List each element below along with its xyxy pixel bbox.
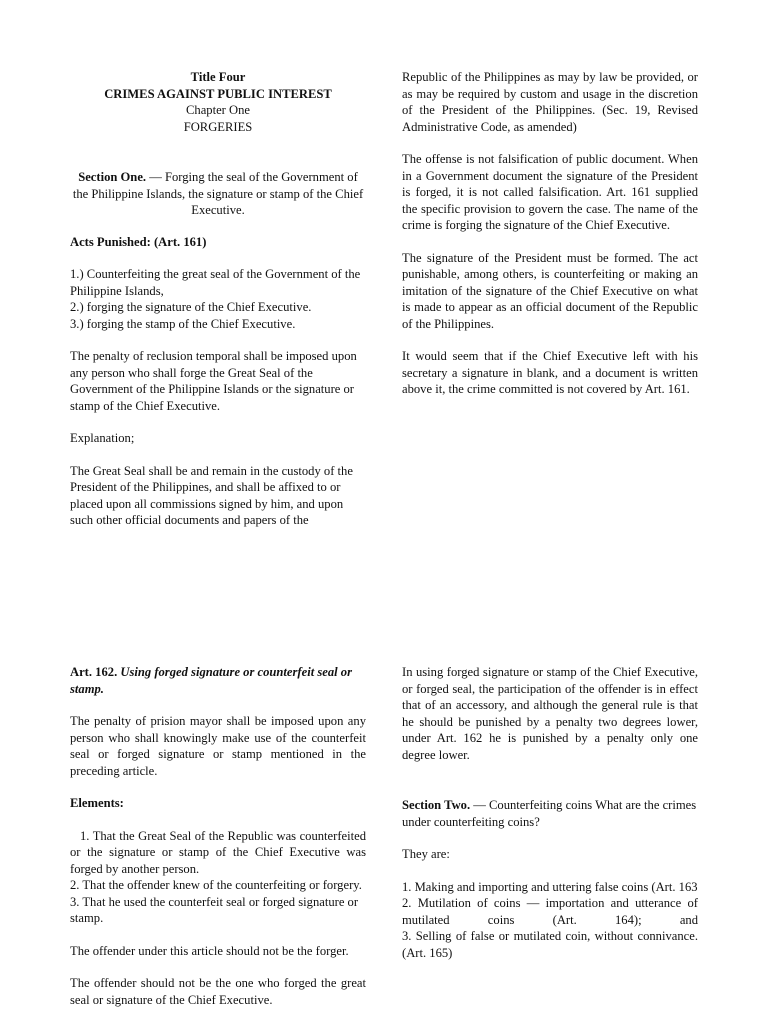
title-block (70, 69, 366, 135)
art162-penalty: The penalty of prision mayor shall be imposed upon any person who shall knowingly make use of the counterfeit seal or forged signature or stamp mentioned in the preceding article. (70, 714, 366, 778)
paragraph: It would seem that if the Chief Executive left with his secretary a signature in blank, and a document is written above it, the crime committed is not covered by Art. 161. (402, 349, 698, 396)
penalty-paragraph: The penalty of reclusion temporal shall be imposed upon any person who shall forge the Great Seal of the Government of the Philippine Islands or the signature or stamp of the Chief Executive. (70, 349, 357, 413)
art162-label: Art. 162. (70, 665, 118, 679)
section-two (402, 797, 698, 830)
offender-note: The offender under this article should not be the forger. (70, 943, 349, 958)
offender-note-2: The offender should not be the one who forged the great seal or signature of the Chief Executive. (70, 976, 366, 1007)
list-item: 2.) forging the signature of the Chief Executive. (70, 300, 312, 314)
great-seal-paragraph: The Great Seal shall be and remain in the custody of the President of the Philippines, and shall be affixed to or placed upon all commissions signed by him, and upon such other official documents and papers of the (70, 463, 353, 527)
title-line: FORGERIES (183, 119, 253, 134)
list-item: 3. Selling of false or mutilated coin, without connivance. (Art. 165) (402, 929, 698, 960)
paragraph: The offense is not falsification of public document. When in a Government document the signature of the President is forged, it is not called falsification. Art. 161 supplied the specific provision to govern the case. The name of the crime is forging the signature of the Chief Executive. (402, 152, 698, 232)
section-one-text: — Forging the seal of the Government of the Philippine Islands, the signature or stamp of the Chief Executive. (72, 170, 364, 217)
list-item: 2. That the offender knew of the counterfeiting or forgery. (70, 878, 362, 892)
art162-heading (70, 664, 366, 697)
title-line: CRIMES AGAINST PUBLIC INTEREST (104, 86, 332, 101)
top-left-column (70, 69, 366, 545)
list-item: 1.) Counterfeiting the great seal of the Government of the Philippine Islands, (70, 267, 361, 298)
bottom-right-column (402, 664, 698, 961)
section-two-text: — Counterfeiting coins What are the crimes under counterfeiting coins? (402, 798, 697, 829)
accessory-paragraph: In using forged signature or stamp of the Chief Executive, or forged seal, the participation of the offender is in effect that of an accessory, and although the general rule is that he should be punished by a penalty two degrees lower, under Art. 162 he is punished by a penalty only one degree lower. (402, 665, 698, 762)
they-are-label: They are: (402, 847, 450, 861)
list-item: 2. Mutilation of coins — importation and utterance of mutilated coins (Art. 164); and (402, 896, 698, 927)
section-one (70, 169, 366, 219)
elements-heading: Elements: (70, 796, 124, 810)
explanation-label: Explanation; (70, 431, 135, 445)
list-item: 1. Making and importing and uttering false coins (Art. 163 (402, 879, 698, 894)
list-item: 3. That he used the counterfeit seal or forged signature or stamp. (70, 894, 359, 925)
title-line: Chapter One (186, 103, 250, 117)
art162-title: Using forged signature or counterfeit seal or stamp. (70, 665, 352, 696)
elements-list (70, 828, 366, 927)
bottom-left-column (70, 664, 366, 1024)
paragraph: Republic of the Philippines as may by law be provided, or as may be required by custom and usage in the discretion of the President of the Philippines. (Sec. 19, Revised Administrative Code, as amended) (402, 70, 698, 134)
list-item: 3.) forging the stamp of the Chief Executive. (70, 316, 296, 331)
title-line: Title Four (190, 70, 246, 84)
acts-list (70, 266, 366, 332)
acts-heading: Acts Punished: (Art. 161) (70, 234, 207, 249)
list-item: 1. That the Great Seal of the Republic was counterfeited or the signature or stamp of the Chief Executive was forged by another person. (70, 828, 366, 876)
top-right-column (402, 69, 698, 414)
section-one-label: Section One. (78, 170, 147, 184)
section-two-label: Section Two. (402, 798, 471, 812)
paragraph: The signature of the President must be formed. The act punishable, among others, is counterfeiting or making an imitation of the signature of the Chief Executive on what is made to appear as an official document of the Republic of the Philippines. (402, 250, 698, 331)
coin-crimes-list (402, 879, 698, 962)
